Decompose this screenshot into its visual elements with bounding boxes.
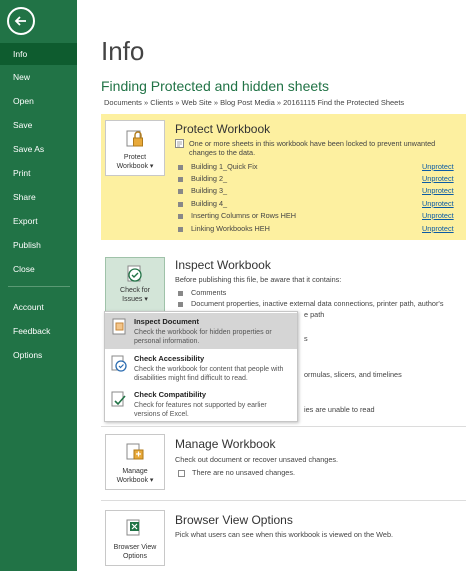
manage-status: [178, 468, 295, 477]
menu-item-title: Check Accessibility: [134, 354, 205, 363]
protect-section-title: Protect Workbook: [175, 122, 271, 136]
manage-workbook-button[interactable]: [105, 434, 165, 490]
inspect-item-text: Comments: [191, 288, 227, 297]
browser-description: Pick what users can see when this workbook is viewed on the Web.: [175, 530, 394, 539]
protected-sheet-item: [178, 186, 227, 195]
browser-button-label-1: Browser View: [113, 544, 157, 551]
page-title: Info: [101, 36, 145, 66]
sheet-name: Building 4_: [191, 199, 228, 208]
sheet-name: Building 2_: [191, 174, 228, 183]
inspect-item: [178, 288, 226, 297]
check-button-label-1: Check for: [120, 287, 150, 294]
menu-item-description: Check the workbook for hidden properties or personal information.: [134, 329, 272, 345]
bullet-icon: [178, 227, 183, 232]
manage-workbook-icon: [124, 441, 146, 463]
section-divider: [101, 500, 466, 501]
protected-sheet-item: [178, 211, 296, 220]
nav-close[interactable]: Close: [13, 264, 35, 274]
inspect-item-text: s: [304, 334, 308, 343]
menu-item-title: Inspect Document: [134, 317, 200, 326]
inspect-item: [178, 299, 443, 308]
sheet-name: Inserting Columns or Rows HEH: [191, 211, 297, 220]
bullet-icon: [178, 189, 183, 194]
unprotect-link[interactable]: Unprotect: [422, 199, 454, 208]
unprotect-link[interactable]: Unprotect: [422, 211, 454, 220]
nav-new[interactable]: New: [13, 72, 31, 82]
sheet-name: Building 1_Quick Fix: [191, 162, 258, 171]
inspect-section-title: Inspect Workbook: [175, 258, 271, 272]
sheet-name: Building 3_: [191, 186, 228, 195]
menu-item-inspect-document[interactable]: [105, 313, 297, 349]
nav-info[interactable]: Info: [0, 43, 77, 65]
bullet-icon: [178, 165, 183, 170]
info-pane: [77, 0, 474, 571]
bullet-icon: [178, 302, 183, 307]
check-for-issues-button[interactable]: [105, 257, 165, 313]
nav-options[interactable]: Options: [13, 350, 43, 360]
manage-status-text: There are no unsaved changes.: [192, 468, 296, 477]
manage-description: Check out document or recover unsaved changes.: [175, 455, 339, 464]
bullet-icon: [178, 214, 183, 219]
nav-save-as[interactable]: Save As: [13, 144, 45, 154]
bullet-icon: [178, 202, 183, 207]
nav-feedback[interactable]: Feedback: [13, 326, 51, 336]
inspect-intro: Before publishing this file, be aware that it contains:: [175, 275, 342, 284]
bullet-icon: [178, 291, 183, 296]
section-divider: [101, 426, 466, 427]
inspect-item-text: ies are unable to read: [304, 405, 375, 414]
protect-workbook-panel: [101, 114, 466, 240]
protected-sheet-item: [178, 199, 227, 208]
inspect-item-text: Document properties, inactive external data connections, printer path, author's: [191, 299, 444, 308]
protect-description: One or more sheets in this workbook have been locked to prevent unwanted changes to the data.: [189, 139, 436, 157]
lock-icon: [124, 127, 146, 149]
manage-button-label-1: Manage: [122, 468, 148, 475]
compatibility-icon: [110, 391, 128, 409]
inspect-item-text: e path: [304, 310, 325, 319]
menu-item-check-compatibility[interactable]: [105, 386, 297, 422]
browser-view-options-button[interactable]: [105, 510, 165, 566]
unprotect-link[interactable]: Unprotect: [422, 174, 454, 183]
nav-print[interactable]: Print: [13, 168, 31, 178]
unprotect-link[interactable]: Unprotect: [422, 186, 454, 195]
browser-button-label-2: Options: [122, 553, 148, 560]
breadcrumb[interactable]: Documents » Clients » Web Site » Blog Post Media » 20161115 Find the Protected Sheets: [104, 98, 405, 107]
protect-workbook-button[interactable]: [105, 120, 165, 176]
sheet-name: Linking Workbooks HEH: [191, 224, 270, 233]
browser-view-icon: [124, 517, 146, 539]
browser-section-title: Browser View Options: [175, 513, 293, 527]
check-document-icon: [124, 263, 146, 285]
protect-button-label-2: Workbook ▾: [116, 163, 154, 170]
document-title: Finding Protected and hidden sheets: [101, 78, 330, 94]
nav-publish[interactable]: Publish: [13, 240, 41, 250]
nav-divider: [8, 286, 70, 287]
back-button[interactable]: [7, 7, 35, 35]
nav-export[interactable]: Export: [13, 216, 38, 226]
inspect-document-icon: [110, 318, 128, 336]
menu-item-description: Check for features not supported by earlier versions of Excel.: [134, 402, 267, 418]
manage-section-title: Manage Workbook: [175, 437, 276, 451]
menu-item-title: Check Compatibility: [134, 390, 207, 399]
back-arrow-icon: [13, 13, 29, 29]
nav-open[interactable]: Open: [13, 96, 34, 106]
menu-item-check-accessibility[interactable]: [105, 350, 297, 386]
accessibility-icon: [110, 355, 128, 373]
backstage-sidebar: [0, 0, 77, 571]
manage-button-label-2: Workbook ▾: [116, 477, 154, 484]
bullet-icon: [178, 177, 183, 182]
status-icon: [178, 470, 185, 477]
protect-button-label-1: Protect: [123, 154, 147, 161]
nav-account[interactable]: Account: [13, 302, 44, 312]
protected-sheet-item: [178, 224, 270, 233]
protected-sheet-item: [178, 162, 258, 171]
protected-sheet-item: [178, 174, 227, 183]
check-button-label-2: Issues ▾: [122, 296, 148, 303]
nav-save[interactable]: Save: [13, 120, 33, 130]
check-for-issues-menu: [104, 311, 298, 422]
nav-share[interactable]: Share: [13, 192, 36, 202]
document-info-icon: [175, 139, 184, 148]
unprotect-link[interactable]: Unprotect: [422, 224, 454, 233]
inspect-item-text: ormulas, slicers, and timelines: [304, 370, 402, 379]
unprotect-link[interactable]: Unprotect: [422, 162, 454, 171]
menu-item-description: Check the workbook for content that people with disabilities might find difficult to read.: [134, 366, 284, 382]
